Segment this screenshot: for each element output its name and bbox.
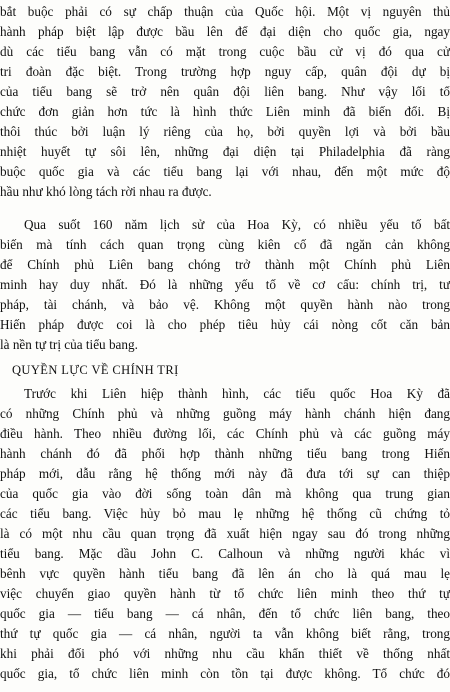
paragraph-line: quốc gia — tiểu bang — cá nhân, đến tổ chức liên bang, theo: [0, 606, 450, 621]
paragraph-line: khi phải đối phó với những nhu cầu khẩn thiết về thống nhất: [0, 646, 450, 661]
paragraph-line: chức đơn giản hơn tức là hình thức Liên minh đã biến đổi. Bị: [0, 104, 450, 119]
paragraph-line: tiểu bang. Mặc dầu John C. Calhoun và những người khác vì: [0, 546, 450, 561]
paragraph-line: biến mà tính cách quan trọng cùng kiên cố đã ngăn cản không: [0, 237, 450, 252]
paragraph-line: minh hay duy nhất. Đó là những yếu tố về cơ cấu: chính trị, tư: [0, 277, 450, 292]
paragraph-line: tri đoàn đặc biệt. Trong trường hợp nguy cấp, quân đội dự bị: [0, 64, 450, 79]
paragraph-line: dù các tiểu bang vẫn có mặt trong cuộc bầu cử vị đó qua cử: [0, 44, 450, 59]
section-heading: QUYỀN LỰC VỀ CHÍNH TRỊ: [12, 363, 179, 377]
paragraph-line: để Chính phủ Liên bang chóng trở thành một Chính phủ Liên: [0, 257, 450, 272]
paragraph-line: hầu như khó lòng tách rời nhau ra được.: [0, 184, 212, 199]
paragraph-line: điều hành. Theo nhiều đường lối, các Chính phủ và các guồng máy: [0, 426, 450, 441]
paragraph-line: bênh vực quyền hành tiểu bang đã lên án cho là quá mau lẹ: [0, 566, 450, 581]
paragraph-line: quốc gia, tổ chức liên minh còn tồn tại được không. Tổ chức đó: [0, 666, 450, 681]
paragraph-line: buộc quốc gia và các tiểu bang lại với nhau, đến một mức độ: [0, 164, 450, 179]
paragraph-line: thôi thúc bởi luận lý riêng của họ, bởi quyền lợi và bởi bầu: [0, 124, 450, 139]
paragraph-line: hành pháp biệt lập được bầu lên để đại diện cho quốc gia, ngay: [0, 24, 450, 39]
paragraph-line: việc chuyển giao quyền hành từ tổ chức liên minh theo thứ tự: [0, 586, 450, 601]
paragraph-line: Trước khi Liên hiệp thành hình, các tiểu quốc Hoa Kỳ đã: [24, 386, 450, 401]
paragraph-line: các tiểu bang. Việc hủy bỏ mau lẹ những hệ thống cũ chứng tỏ: [0, 506, 450, 521]
paragraph-line: nhiệt huyết tự sôi lên, những đại diện tại Philadelphia đã ràng: [0, 144, 450, 159]
paragraph-line: thứ tự quốc gia — cá nhân, người ta vẫn không biết rằng, trong: [0, 626, 450, 641]
paragraph-line: hành chánh đó đã phối hợp thành những tiểu bang trong Hiến: [0, 446, 450, 461]
paragraph-line: có những Chính phủ và những guồng máy hành chánh hiện đang: [0, 406, 450, 421]
paragraph-line: Hiến pháp được coi là cho phép tiêu hủy cái nòng cốt căn bản: [0, 317, 450, 332]
paragraph-line: pháp mới, dẫu rằng hệ thống mới này đã đưa tới sự can thiệp: [0, 466, 450, 481]
paragraph-line: của tiểu bang sẽ trở nên quân đội liên bang. Như vậy lối tổ: [0, 84, 450, 99]
paragraph-line: bắt buộc phải có sự chấp thuận của Quốc hội. Một vị nguyên thủ: [0, 4, 450, 19]
paragraph-line: là nền tự trị của tiểu bang.: [0, 337, 138, 352]
paragraph-line: pháp, tài chánh, và bảo vệ. Không một quyền hành nào trong: [0, 297, 450, 312]
paragraph-line: của quốc gia vào đời sống toàn dân mà không qua trung gian: [0, 486, 450, 501]
paragraph-line: là có một nhu cầu quan trọng đã xuất hiện ngay sau đó trong những: [0, 526, 450, 541]
paragraph-line: Qua suốt 160 năm lịch sử của Hoa Kỳ, có nhiều yếu tố bất: [24, 217, 450, 232]
